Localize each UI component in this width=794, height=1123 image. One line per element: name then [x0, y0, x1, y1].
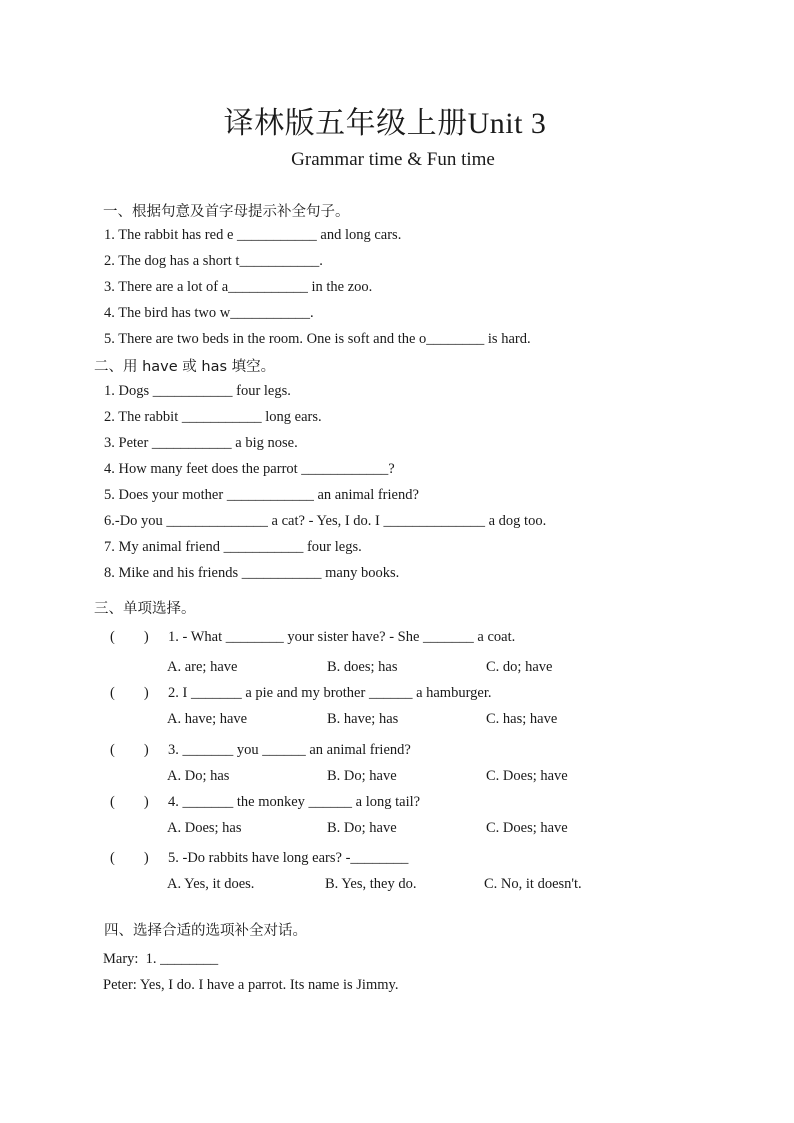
answer-bracket: ( ) — [110, 794, 149, 810]
option-a: A. have; have — [167, 711, 248, 727]
section1-item: 3. There are a lot of a___________ in the zoo. — [104, 279, 373, 295]
answer-bracket: ( ) — [110, 685, 149, 701]
option-a: A. are; have — [167, 659, 238, 675]
section2-item: 1. Dogs ___________ four legs. — [104, 383, 291, 399]
question-text: 1. - What ________ your sister have? - She _______ a coat. — [168, 629, 516, 645]
dialogue-line: Peter: Yes, I do. I have a parrot. Its name is Jimmy. — [103, 977, 399, 993]
option-c: C. do; have — [486, 659, 553, 675]
page-title: 译林版五年级上册Unit 3 — [223, 107, 547, 140]
section1-item: 2. The dog has a short t___________. — [104, 253, 323, 269]
question-text: 4. _______ the monkey ______ a long tail? — [168, 794, 421, 810]
section2-item: 5. Does your mother ____________ an animal friend? — [104, 487, 419, 503]
question-text: 2. I _______ a pie and my brother ______ a hamburger. — [168, 685, 492, 701]
section1-item: 1. The rabbit has red e ___________ and long cars. — [104, 227, 402, 243]
section2-item: 7. My animal friend ___________ four legs. — [104, 539, 362, 555]
option-c: C. has; have — [486, 711, 558, 727]
option-a: A. Do; has — [167, 768, 230, 784]
section2-heading: 二、用 have 或 has 填空。 — [94, 359, 276, 375]
option-c: C. Does; have — [486, 820, 568, 836]
section2-item: 8. Mike and his friends ___________ many books. — [104, 565, 400, 581]
question-text: 5. -Do rabbits have long ears? -________ — [168, 850, 409, 866]
page-subtitle: Grammar time & Fun time — [291, 149, 495, 170]
section1-item: 4. The bird has two w___________. — [104, 305, 314, 321]
option-b: B. Do; have — [327, 820, 397, 836]
section3-heading: 三、单项选择。 — [94, 601, 196, 617]
section1-item: 5. There are two beds in the room. One is soft and the o________ is hard. — [104, 331, 531, 347]
section2-item: 3. Peter ___________ a big nose. — [104, 435, 298, 451]
section4-heading: 四、选择合适的选项补全对话。 — [104, 923, 307, 939]
section1-heading: 一、根据句意及首字母提示补全句子。 — [103, 204, 350, 220]
option-c: C. No, it doesn't. — [484, 876, 582, 892]
answer-bracket: ( ) — [110, 629, 149, 645]
question-text: 3. _______ you ______ an animal friend? — [168, 742, 411, 758]
option-b: B. Do; have — [327, 768, 397, 784]
answer-bracket: ( ) — [110, 742, 149, 758]
section2-item: 4. How many feet does the parrot ____________? — [104, 461, 395, 477]
dialogue-line: Mary: 1. ________ — [103, 951, 219, 967]
answer-bracket: ( ) — [110, 850, 149, 866]
section2-item: 6.-Do you ______________ a cat? - Yes, I do. I ______________ a dog too. — [104, 513, 547, 529]
option-b: B. have; has — [327, 711, 399, 727]
section2-item: 2. The rabbit ___________ long ears. — [104, 409, 322, 425]
option-b: B. does; has — [327, 659, 398, 675]
option-b: B. Yes, they do. — [325, 876, 417, 892]
option-a: A. Yes, it does. — [167, 876, 255, 892]
option-a: A. Does; has — [167, 820, 242, 836]
option-c: C. Does; have — [486, 768, 568, 784]
